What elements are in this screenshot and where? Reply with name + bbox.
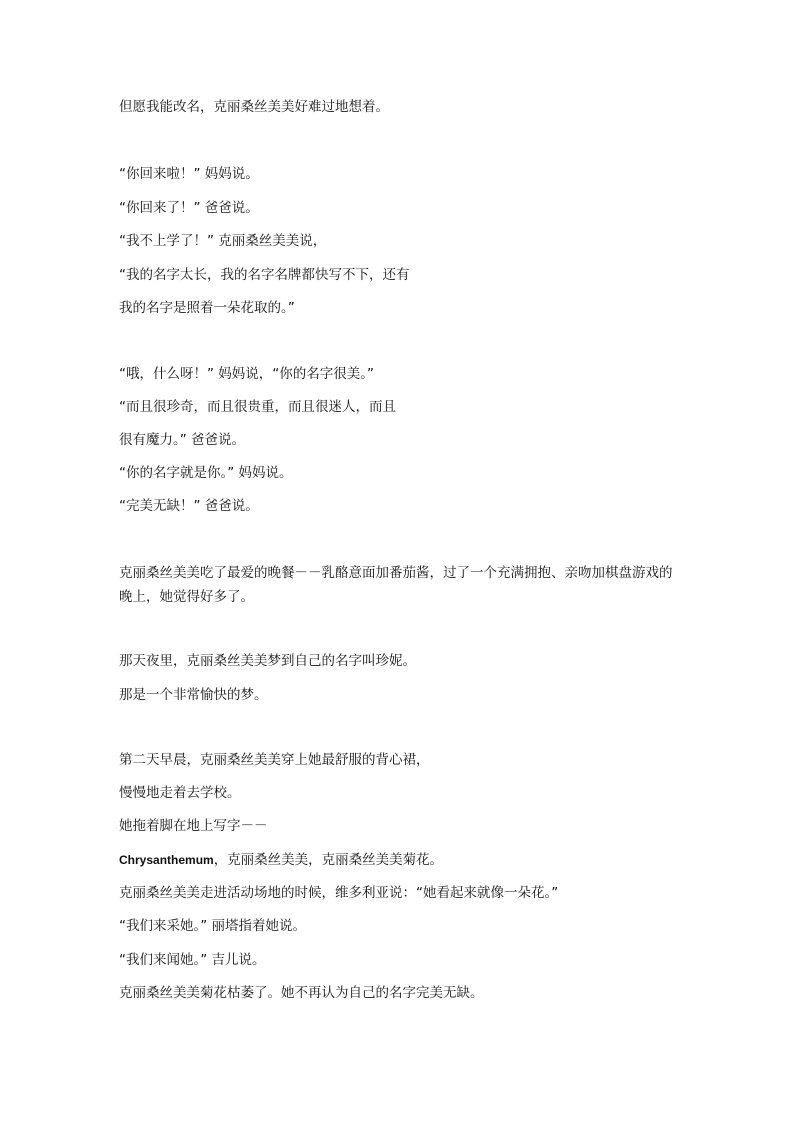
paragraph-line: 慢慢地走着去学校。 (119, 785, 241, 801)
paragraph: 克丽桑丝美美吃了最爱的晚餐－－乳酪意面加番茄酱，过了一个充满拥抱、亲吻加棋盘游戏的晚上，她觉得好多了。 (119, 565, 673, 605)
paragraph-line: 她拖着脚在地上写字－－ (119, 818, 268, 834)
paragraph-line: 那是一个非常愉快的梦。 (119, 687, 268, 703)
dialogue-line: “而且很珍奇，而且很贵重，而且很迷人，而且 (119, 399, 396, 415)
dialogue-line: “哦，什么呀！” 妈妈说，“你的名字很美。” (119, 366, 375, 382)
paragraph-line: 克丽桑丝美美菊花枯萎了。她不再认为自己的名字完美无缺。 (119, 985, 484, 1001)
dialogue-line: “你回来了！” 爸爸说。 (119, 200, 259, 216)
paragraph-line (119, 851, 443, 869)
paragraph-line: 但愿我能改名，克丽桑丝美美好难过地想着。 (119, 99, 389, 115)
dialogue-line: “我们来采她。” 丽塔指着她说。 (119, 918, 307, 934)
dialogue-line: 很有魔力。” 爸爸说。 (119, 432, 246, 448)
dialogue-line: “我们来闻她。” 吉儿说。 (119, 952, 266, 968)
dialogue-line: “我的名字太长，我的名字名牌都快写不下，还有 (119, 267, 410, 283)
paragraph-line: 第二天早晨，克丽桑丝美美穿上她最舒服的背心裙， (119, 752, 430, 768)
latin-name: Chrysanthemum (119, 853, 214, 867)
dialogue-line: “你回来啦！” 妈妈说。 (119, 166, 259, 182)
dialogue-line: “你的名字就是你。” 妈妈说。 (119, 465, 293, 481)
paragraph-line: 克丽桑丝美美走进活动场地的时候，维多利亚说：“她看起来就像一朵花。” (119, 885, 559, 901)
dialogue-line: 我的名字是照着一朵花取的。” (119, 300, 295, 316)
paragraph-line: 那天夜里，克丽桑丝美美梦到自己的名字叫珍妮。 (119, 653, 416, 669)
dialogue-line: “完美无缺！” 爸爸说。 (119, 498, 259, 514)
paragraph-line-text: ，克丽桑丝美美，克丽桑丝美美菊花。 (213, 852, 444, 868)
dialogue-line: “我不上学了！” 克丽桑丝美美说， (119, 233, 327, 249)
